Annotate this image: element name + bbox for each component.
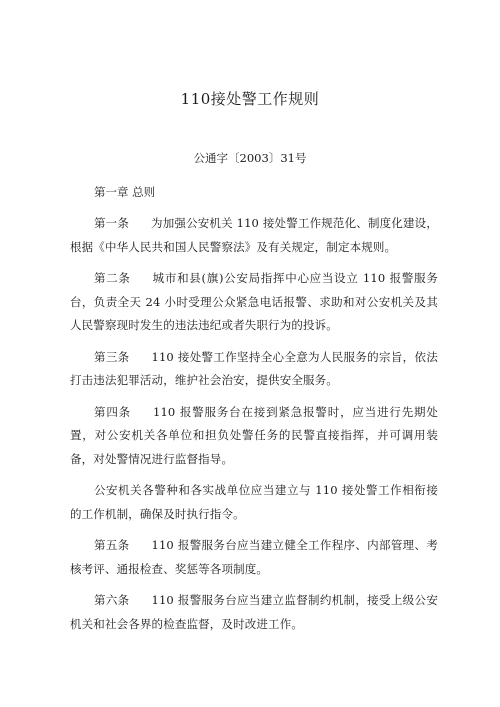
article-paragraph (70, 534, 438, 581)
paragraph-text: 公安机关各警种和各实战单位应当建立与 110 接处警工作相衔接的工作机制，确保及时执行指令。 (70, 483, 438, 521)
article-text: 110 报警服务台应当建立监督制约机制，接受上级公安机关和社会各界的检查监督，及时改进工作。 (70, 593, 438, 631)
chapter-heading: 第一章 总则 (94, 185, 156, 199)
continuation-paragraph (70, 479, 438, 526)
article-label: 第四条 (94, 404, 131, 419)
article-paragraph (70, 401, 438, 472)
article-paragraph (70, 212, 438, 259)
article-paragraph (70, 346, 438, 393)
article-label: 第三条 (94, 349, 130, 364)
article-label: 第六条 (94, 593, 130, 607)
article-text: 110 报警服务台在接到紧急报警时，应当进行先期处置，对公安机关各单位和担负处警任务的民警直接指挥，并可调用装备，对处警情况进行监督指导。 (70, 404, 439, 466)
article-text: 110 报警服务台应当建立健全工作程序、内部管理、考核考评、通报检查、奖惩等各项制度。 (70, 538, 438, 576)
article-label: 第五条 (94, 538, 130, 552)
article-label: 第一条 (94, 216, 130, 230)
document-title: 110接处警工作规则 (180, 90, 320, 108)
article-paragraph (70, 589, 438, 636)
article-text: 城市和县(旗)公安局指挥中心应当设立 110 报警服务台，负责全天 24 小时受理公众紧急电话报警、求助和对公安机关及其人民警察现时发生的违法违纪或者失职行为的投诉。 (70, 271, 438, 332)
document-body (70, 180, 438, 644)
article-paragraph (70, 267, 438, 338)
article-text: 110 接处警工作坚持全心全意为人民服务的宗旨，依法打击违法犯罪活动，维护社会治安，提供安全服务。 (70, 349, 438, 387)
document-number: 公通字〔2003〕31号 (193, 151, 307, 165)
article-text: 为加强公安机关 110 接处警工作规范化、制度化建设，根据《中华人民共和国人民警察法》及有关规定，制定本规则。 (70, 216, 439, 254)
article-label: 第二条 (94, 271, 131, 285)
